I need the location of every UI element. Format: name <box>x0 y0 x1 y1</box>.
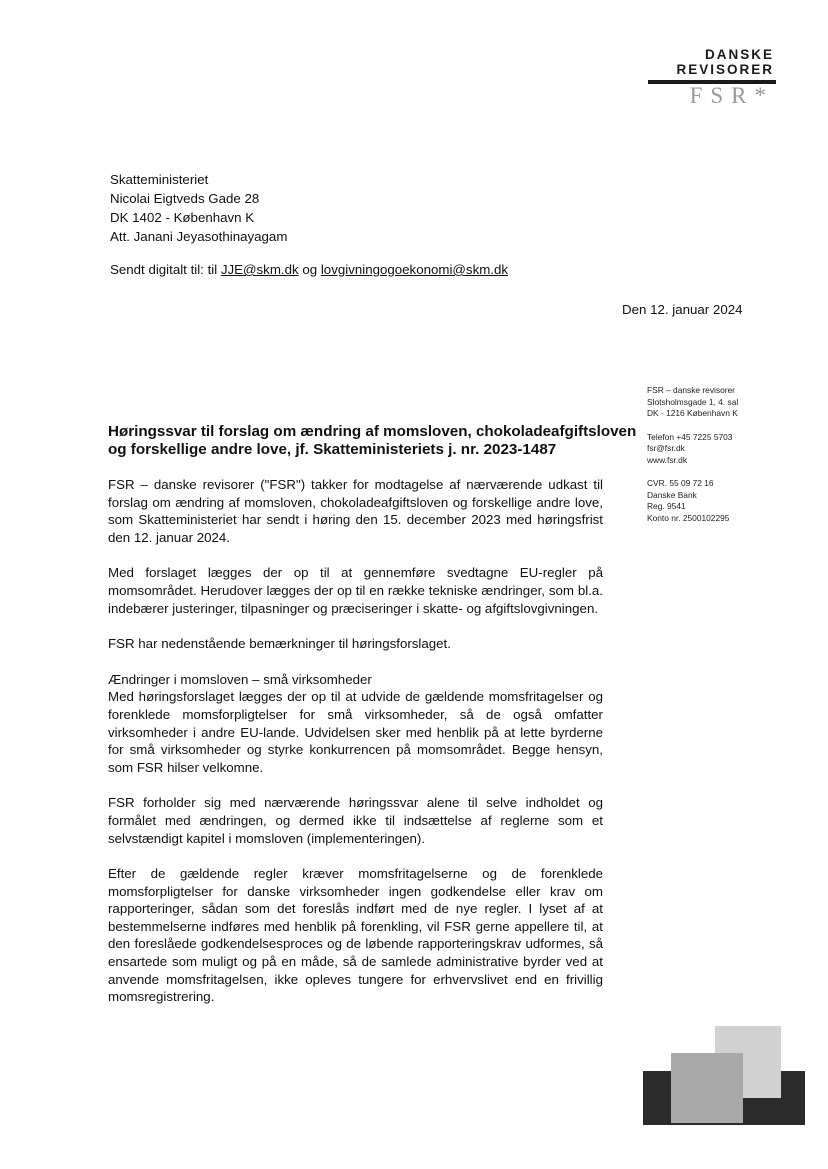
sidebar-line: fsr@fsr.dk <box>647 443 685 453</box>
email-link-lovgivning[interactable]: lovgivningogoekonomi@skm.dk <box>320 262 509 277</box>
address-line: Att. Janani Jeyasothinayagam <box>110 229 288 244</box>
sidebar-line: www.fsr.dk <box>647 454 688 465</box>
sidebar-line: Danske Bank <box>647 489 697 500</box>
letter-date: Den 12. januar 2024 <box>622 302 743 317</box>
address-line: DK 1402 - København K <box>110 210 255 225</box>
heading-line-2: og forskellige andre love, jf. Skatteministeriets j. nr. 2023-1487 <box>108 441 557 458</box>
paragraph: FSR forholder sig med nærværende høringssvar alene til selve indholdet og formålet med ændringen, og dermed ikke til indsættelse af reglerne som et selvstændigt kapitel i momsloven (implementeringen). <box>108 795 603 846</box>
paragraph: Med forslaget lægges der op til at gennemføre svedtagne EU-regler på momsområdet. Herudover lægges der op til en række tekniske ændringer, som bl.a. indebærer justeringer, tilpasninger og præciseringer i skatte- og afgiftslovgivningen. <box>108 565 603 616</box>
sidebar-line: DK - 1216 København K <box>647 408 738 418</box>
sidebar-line: FSR – danske revisorer <box>647 385 735 395</box>
sender-contact <box>647 432 738 467</box>
sidebar-line: CVR. 55 09 72 16 <box>647 478 714 488</box>
email-link-jje[interactable]: JJE@skm.dk <box>220 262 299 277</box>
logo-line-fsr: FSR* <box>689 83 774 108</box>
heading-line-1: Høringssvar til forslag om ændring af momsloven, chokoladeafgiftsloven <box>108 423 637 440</box>
sidebar-line: Slotsholmsgade 1, 4. sal <box>647 396 739 407</box>
sender-bank <box>647 478 738 524</box>
decorative-graphic <box>643 1026 805 1098</box>
sent-prefix: Sendt digitalt til: til <box>110 262 221 277</box>
logo-line-revisorer: REVISORER <box>676 62 774 77</box>
sidebar-line: Konto nr. 2500102295 <box>647 512 730 523</box>
fsr-logo <box>648 47 776 109</box>
letter-heading <box>108 423 637 459</box>
letter-body <box>108 476 603 1024</box>
paragraph: Med høringsforslaget lægges der op til at udvide de gældende momsfritagelser og forenklede momsforpligtelser for små virksomheder, så de også omfatter virksomheder i andre EU-lande. Udvidelsen sker med henblik på at lette byrderne for små virksomheder og styrke konkurrencen på momsområdet. Begge hensyn, som FSR hilser velkomne. <box>108 689 603 775</box>
address-line: Skatteministeriet <box>110 172 209 187</box>
paragraph: FSR har nedenstående bemærkninger til høringsforslaget. <box>108 636 451 652</box>
decorative-mid-block <box>671 1053 743 1123</box>
paragraph: Efter de gældende regler kræver momsfritagelserne og de forenklede momsforpligtelser for danske virksomheder ingen godkendelse eller krav om rapporteringer, sådan som det foreslås indført med de nye regler. I lyset af at bestemmelserne indføres med henblik på forenkling, vil FSR gerne appellere til, at den foreslåede godkendelsesproces og de løbende rapporteringskrav udformes, så ensartede som muligt og på en måde, så de samlede administrative byrder ved at anvende momsfritagelsen, ikke opleves tungere for erhvervslivet end en frivillig momsregistrering. <box>108 866 603 1005</box>
paragraph: FSR – danske revisorer ("FSR") takker for modtagelse af nærværende udkast til forslag om ændring af momsloven, chokoladeafgiftsloven og forskellige andre love, som Skatteministeriet har sendt i høring den 15. december 2023 med høringsfrist den 12. januar 2024. <box>108 477 603 545</box>
sent-digitally-line <box>110 260 508 279</box>
sender-info-sidebar <box>647 385 738 536</box>
recipient-address <box>110 170 287 246</box>
sent-middle: og <box>298 262 321 277</box>
sender-address <box>647 385 738 420</box>
sidebar-line: Reg. 9541 <box>647 501 686 511</box>
logo-line-danske: DANSKE <box>704 47 774 62</box>
sidebar-line: Telefon +45 7225 5703 <box>647 431 733 442</box>
address-line: Nicolai Eigtveds Gade 28 <box>110 191 260 206</box>
section-title: Ændringer i momsloven – små virksomheder <box>108 671 372 687</box>
